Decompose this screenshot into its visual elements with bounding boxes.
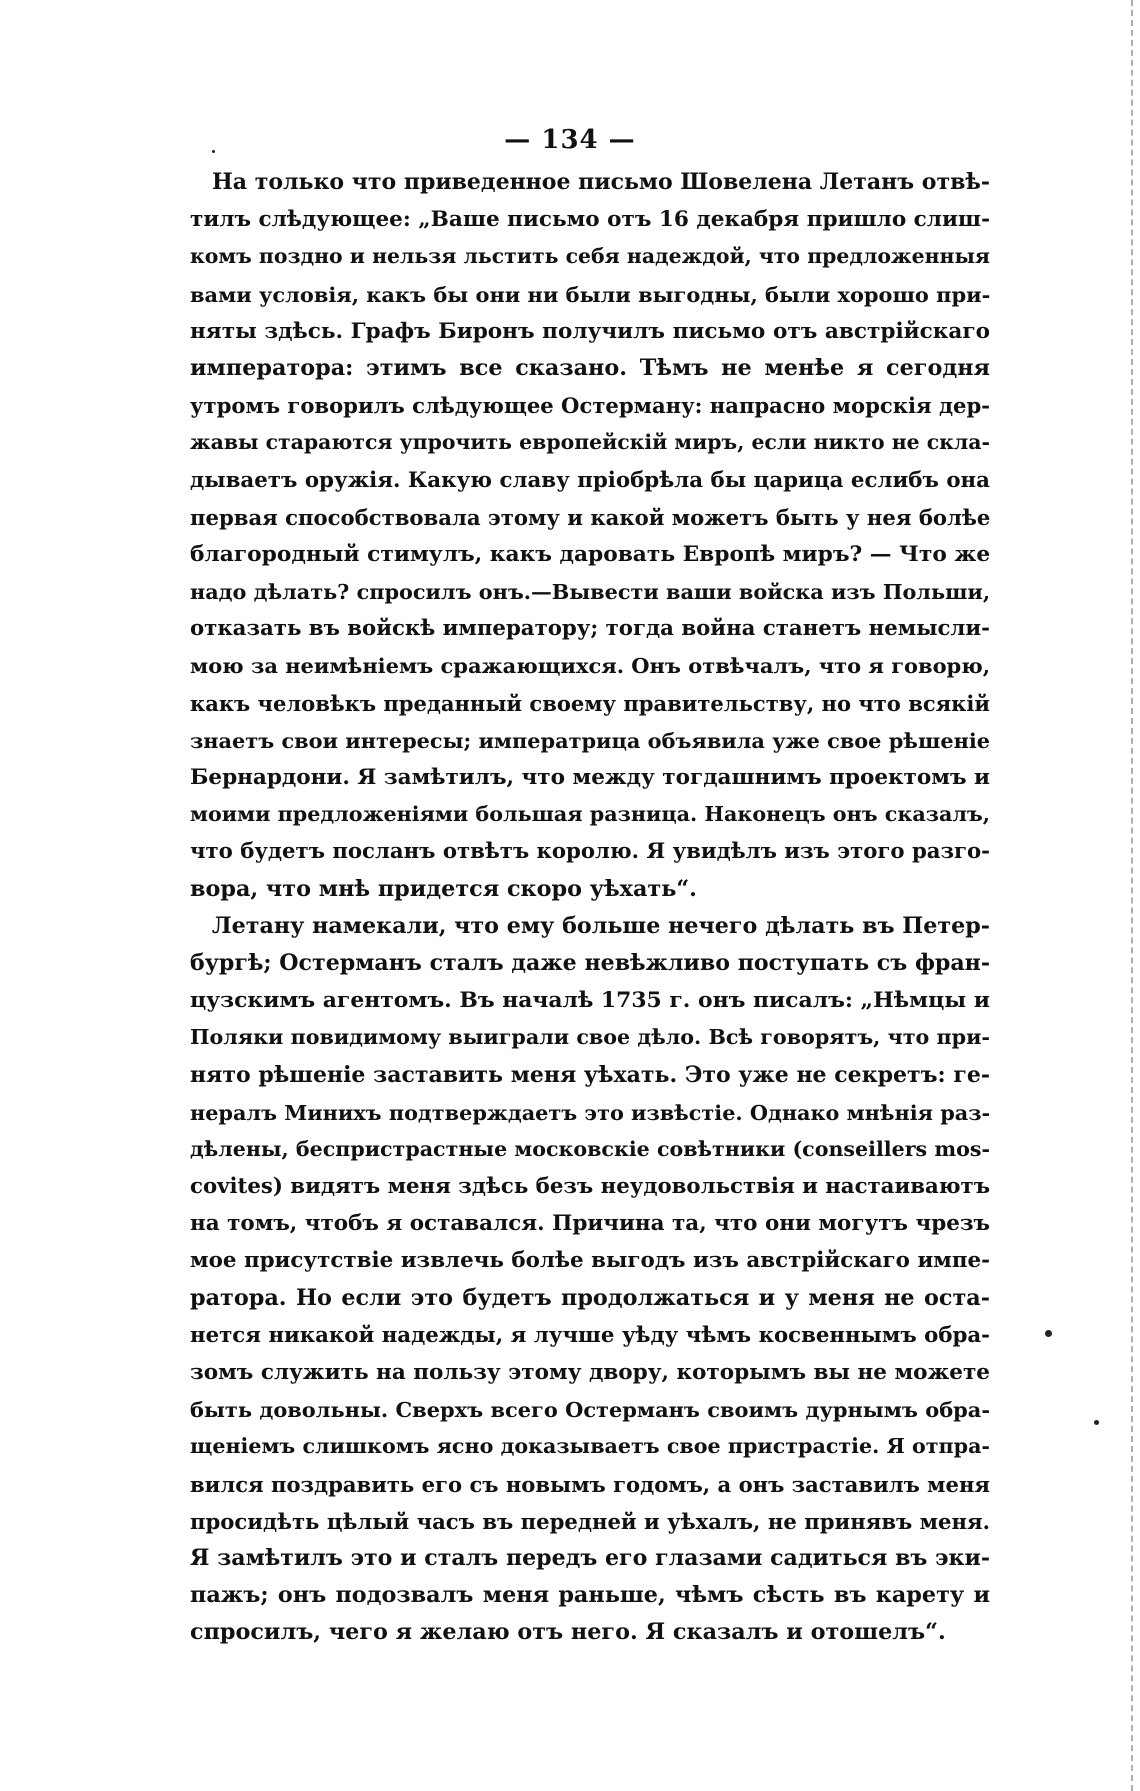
text-line: зомъ служить на пользу этому двору, которымъ вы не можете (190, 1360, 990, 1385)
text-line: императора: этимъ все сказано. Тѣмъ не менѣе я сегодня (190, 354, 990, 381)
text-line: Летану намекали, что ему больше нечего дѣлать въ Петер- (212, 912, 990, 939)
text-line: вился поздравить его съ новымъ годомъ, а онъ заставилъ меня (190, 1471, 990, 1497)
ink-speck (1094, 1420, 1099, 1425)
text-line: что будетъ посланъ отвѣтъ королю. Я увидѣлъ изъ этого разго- (190, 839, 990, 865)
text-line: надо дѣлать? спросилъ онъ.—Вывести ваши войска изъ Польши, (190, 579, 991, 605)
text-line: благородный стимулъ, какъ даровать Европѣ миръ? — Что же (190, 541, 991, 567)
text-line: нется никакой надежды, я лучше уѣду чѣмъ косвеннымъ обра- (190, 1322, 990, 1348)
paragraph-2 (190, 908, 990, 1652)
text-line: вами условія, какъ бы они ни были выгодны, были хорошо при- (190, 281, 991, 307)
ink-speck (1045, 1330, 1052, 1337)
text-line: первая способствовала этому и какой можетъ быть у нея болѣе (190, 504, 991, 530)
paragraph-1 (190, 164, 990, 908)
text-line: дываетъ оружія. Какую славу пріобрѣла бы царица еслибъ она (190, 467, 990, 493)
text-line: какъ человѣкъ преданный своему правительству, но что всякій (190, 690, 990, 716)
body-text (190, 164, 990, 1652)
text-line: covites) видятъ меня здѣсь безъ неудовольствія и настаиваютъ (190, 1174, 990, 1200)
text-line: отказать въ войскѣ императору; тогда война станетъ немысли- (190, 616, 990, 642)
text-line: комъ поздно и нельзя льстить себя надеждой, что предложенныя (190, 244, 990, 269)
text-line: спросилъ, чего я желаю отъ него. Я сказалъ и отошелъ“. (190, 1619, 946, 1646)
text-line: дѣлены, беспристрастные московскіе совѣтники (conseillers mos- (190, 1136, 990, 1161)
text-line: знаетъ свои интересы; императрица объявила уже свое рѣшеніе (190, 727, 990, 753)
text-line: ратора. Но если это будетъ продолжаться и у меня не оста- (190, 1284, 990, 1311)
text-line: быть довольны. Сверхъ всего Остерманъ своимъ дурнымъ обра- (190, 1397, 990, 1423)
text-line: мое присутствіе извлечь болѣе выгодъ изъ австрійскаго импе- (190, 1248, 990, 1274)
text-line: нералъ Минихъ подтверждаетъ это извѣстіе. Однако мнѣнія раз- (190, 1099, 991, 1125)
text-line: жавы стараются упрочить европейскій миръ, если никто не скла- (190, 430, 990, 455)
text-line: пажъ; онъ подозвалъ меня раньше, чѣмъ сѣсть въ карету и (190, 1582, 990, 1609)
text-line: Я замѣтилъ это и сталъ передъ его глазами садиться въ эки- (190, 1544, 990, 1571)
text-line: щеніемъ слишкомъ ясно доказываетъ свое пристрастіе. Я отпра- (190, 1434, 990, 1459)
text-line: мою за неимѣніемъ сражающихся. Онъ отвѣчалъ, что я говорю, (190, 653, 990, 679)
scan-edge-divider (1131, 0, 1133, 1791)
text-line: Поляки повидимому выиграли свое дѣло. Всѣ говорятъ, что при- (190, 1025, 990, 1050)
text-line: вора, что мнѣ придется скоро уѣхать“. (190, 875, 697, 902)
text-line: на томъ, чтобъ я оставался. Причина та, что они могутъ чрезъ (190, 1211, 990, 1237)
text-line: няты здѣсь. Графъ Биронъ получилъ письмо отъ австрійскаго (190, 318, 990, 344)
text-line: бургѣ; Остерманъ сталъ даже невѣжливо поступать съ фран- (190, 949, 990, 976)
text-line: нято рѣшеніе заставить меня уѣхать. Это уже не секретъ: ге- (190, 1061, 990, 1088)
text-line: моими предложеніями большая разница. Наконецъ онъ сказалъ, (190, 802, 990, 827)
text-line: утромъ говорилъ слѣдующее Остерману: напрасно морскія дер- (190, 393, 991, 419)
text-line: цузскимъ агентомъ. Въ началѣ 1735 г. онъ писалъ: „Нѣмцы и (190, 987, 990, 1014)
text-line: Бернардони. Я замѣтилъ, что между тогдашнимъ проектомъ и (190, 765, 990, 790)
text-line: тилъ слѣдующее: „Ваше письмо отъ 16 декабря пришло слиш- (190, 207, 991, 233)
text-line: просидѣть цѣлый часъ въ передней и уѣхалъ, не принявъ меня. (190, 1508, 990, 1534)
page-number: — 134 — (504, 125, 636, 155)
text-line: На только что приведенное письмо Шовелена Летанъ отвѣ- (212, 169, 990, 195)
